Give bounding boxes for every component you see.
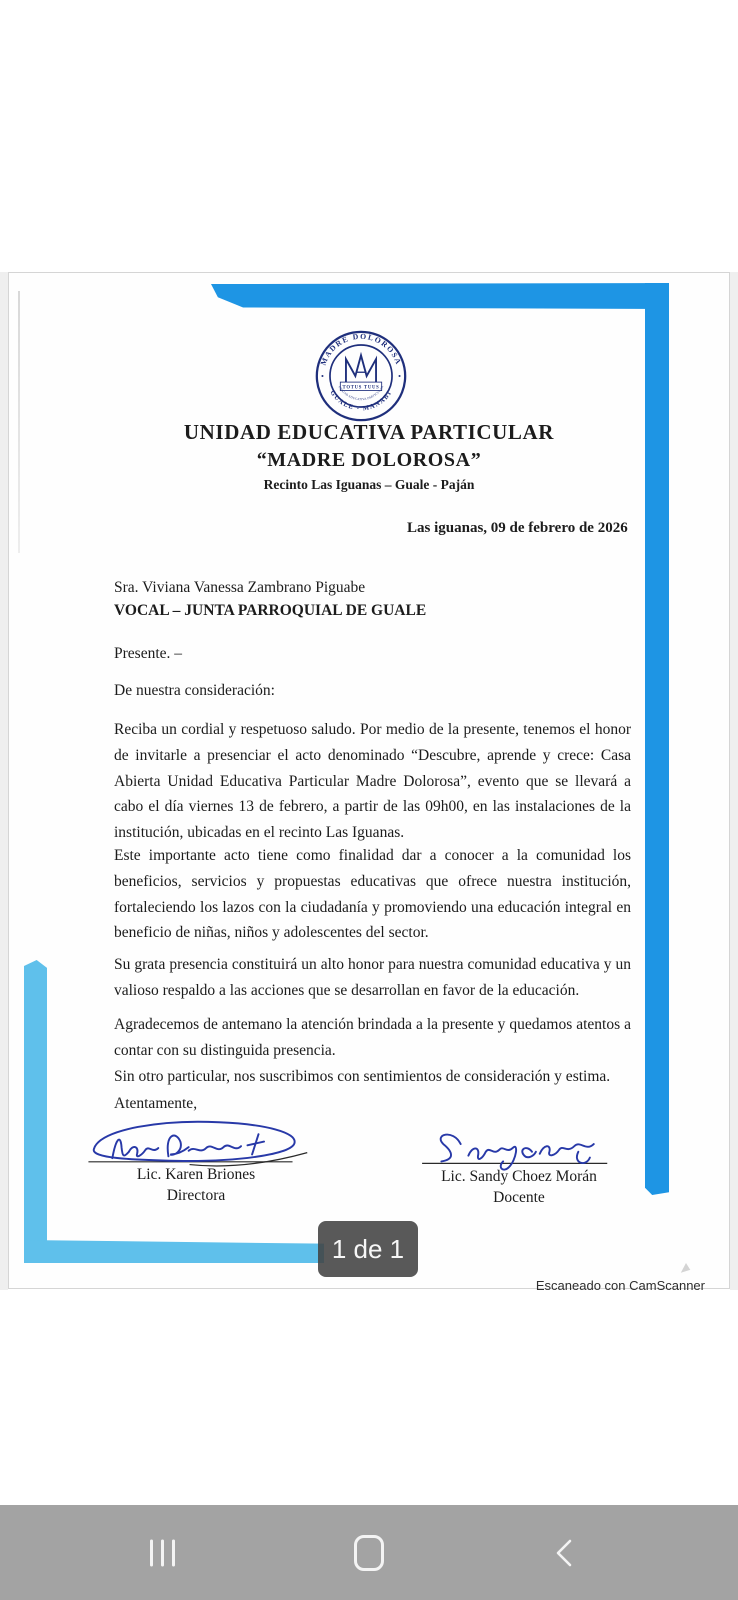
recipient-name: Sra. Viviana Vanessa Zambrano Piguabe: [114, 579, 366, 596]
signer-name-directora: Lic. Karen Briones: [136, 1166, 256, 1183]
letterhead-corner-left: [24, 960, 47, 1263]
recipient-title: VOCAL – JUNTA PARROQUIAL DE GUALE: [114, 602, 427, 619]
letterhead-corner-bottom: [24, 1240, 324, 1263]
page-indicator-text: 1 de 1: [331, 1233, 405, 1264]
school-address: Recinto Las Iguanas – Guale - Paján: [263, 477, 475, 492]
school-seal-icon: [314, 329, 408, 423]
greeting-line: De nuestra consideración:: [114, 682, 275, 699]
seal-top-text: MADRE DOLOROSA: [318, 331, 404, 367]
signature-block-directora: [66, 1114, 326, 1205]
body-paragraph-2: Este importante acto tiene como finalidad dar a conocer a la comunidad los beneficios, servicios y propuestas educativas que ofrece nuestra institución, fortaleciendo los lazos con la ciudadanía y promoviendo una educación integral en beneficio de niñas, niños y adolescentes del sector.: [114, 847, 631, 942]
seal-inner-text: UNIDAD EDUCATIVA PARTICULAR: [337, 384, 385, 402]
body-paragraph-4: Agradecemos de antemano la atención brindada a la presente y quedamos atentos a contar con su distinguida presencia.: [114, 1016, 631, 1059]
signer-role-directora: Directora: [166, 1187, 226, 1204]
body-paragraph-3: Su grata presencia constituirá un alto honor para nuestra comunidad educativa y un valioso respaldo a las acciones que se desarrollan en favor de la educación.: [114, 956, 631, 999]
school-name: UNIDAD EDUCATIVA PARTICULAR: [183, 420, 555, 444]
presente-line: Presente. –: [114, 645, 183, 662]
seal-bottom-text: GUALE - MANABI: [328, 389, 394, 413]
signature-scribble-sandy-icon: [417, 1119, 622, 1173]
page-indicator-badge: [318, 1221, 418, 1277]
page-gutter-right: [730, 272, 738, 1290]
seal-motto-text: TOTUS TUUS: [342, 385, 380, 391]
seal-monogram-icon: [346, 355, 376, 385]
camscanner-watermark: Escaneado con CamScanner: [535, 1278, 705, 1293]
school-name-quoted: “MADRE DOLOROSA”: [256, 449, 482, 471]
back-icon[interactable]: [553, 1537, 575, 1569]
closing-line: Sin otro particular, nos suscribimos con sentimientos de consideración y estima.: [114, 1068, 611, 1085]
home-icon[interactable]: [354, 1535, 384, 1571]
scanned-letter-page[interactable]: [8, 272, 730, 1293]
letterhead: [9, 419, 729, 496]
page-gutter-left: [0, 272, 8, 1290]
signature-block-docente: [389, 1119, 649, 1207]
letter-date: Las iguanas, 09 de febrero de 2026: [407, 520, 628, 536]
signature-scribble-karen-icon: [80, 1114, 312, 1171]
closing-salutation: Atentamente,: [114, 1095, 198, 1112]
recipient-block: [114, 576, 426, 622]
letterhead-corner-top: [211, 283, 669, 309]
signer-name-docente: Lic. Sandy Choez Morán: [441, 1168, 597, 1185]
body-paragraph-1: Reciba un cordial y respetuoso saludo. Por medio de la presente, tenemos el honor de invitarle a presenciar el acto denominado “Descubre, aprende y crece: Casa Abierta Unidad Educativa Particular Madre Dolorosa”, evento que se llevará a cabo el día viernes 13 de febrero, a partir de las 09h00, en las instalaciones de la institución, ubicadas en el recinto Las Iguanas.: [114, 721, 631, 842]
signer-role-docente: Docente: [493, 1189, 545, 1206]
svg-text:MADRE DOLOROSA: [319, 332, 404, 367]
android-navigation-bar: [0, 1505, 738, 1600]
recents-icon[interactable]: [150, 1539, 175, 1566]
